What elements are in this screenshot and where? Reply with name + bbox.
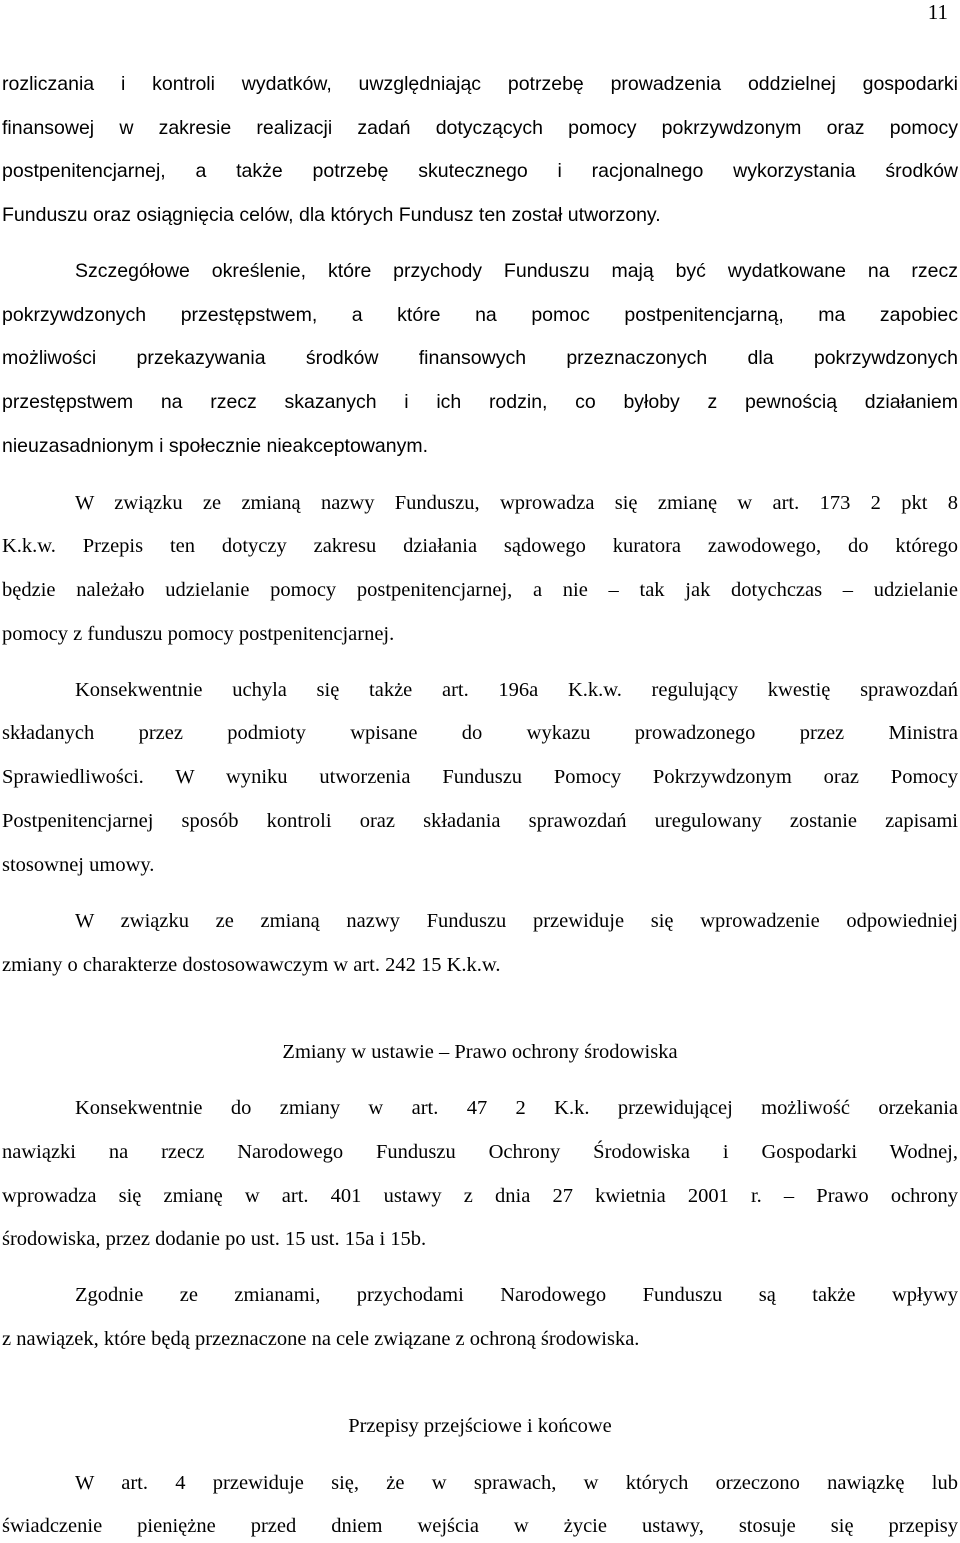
- paragraph-line: Konsekwentnie do zmiany w art. 47 2 K.k. przewidującej możliwość orzekania: [75, 1097, 958, 1119]
- paragraph-line: Szczegółowe określenie, które przychody Funduszu mają być wydatkowane na rzecz: [75, 260, 958, 282]
- paragraph-line: postpenitencjarnej, a także potrzebę skutecznego i racjonalnego wykorzystania środków: [2, 160, 958, 182]
- paragraph-line: W związku ze zmianą nazwy Funduszu przewiduje się wprowadzenie odpowiedniej: [75, 910, 958, 932]
- paragraph-line: nawiązki na rzecz Narodowego Funduszu Ochrony Środowiska i Gospodarki Wodnej,: [2, 1141, 958, 1163]
- paragraph-line: W art. 4 przewiduje się, że w sprawach, w których orzeczono nawiązkę lub: [75, 1472, 958, 1494]
- paragraph-line: nieuzasadnionym i społecznie nieakceptowanym.: [2, 435, 428, 457]
- paragraph-line: Funduszu oraz osiągnięcia celów, dla których Fundusz ten został utworzony.: [2, 204, 661, 226]
- paragraph-line: pomocy z funduszu pomocy postpenitencjarnej.: [2, 623, 395, 645]
- paragraph-line: możliwości przekazywania środków finansowych przeznaczonych dla pokrzywdzonych: [2, 347, 958, 369]
- paragraph-line: zmiany o charakterze dostosowawczym w art. 242 15 K.k.w.: [2, 954, 501, 976]
- paragraph-line: Zgodnie ze zmianami, przychodami Narodowego Funduszu są także wpływy: [75, 1284, 958, 1306]
- paragraph-line: z nawiązek, które będą przeznaczone na cele związane z ochroną środowiska.: [2, 1328, 640, 1350]
- paragraph-line: Postpenitencjarnej sposób kontroli oraz składania sprawozdań uregulowany zostanie zapisami: [2, 810, 958, 832]
- paragraph-line: środowiska, przez dodanie po ust. 15 ust. 15a i 15b.: [2, 1228, 427, 1250]
- paragraph-line: składanych przez podmioty wpisane do wykazu prowadzonego przez Ministra: [2, 722, 958, 744]
- paragraph-line: stosownej umowy.: [2, 854, 155, 876]
- paragraph-line: będzie należało udzielanie pomocy postpenitencjarnej, a nie – tak jak dotychczas – udzielanie: [2, 579, 958, 601]
- paragraph-line: przestępstwem na rzecz skazanych i ich rodzin, co byłoby z pewnością działaniem: [2, 391, 958, 413]
- section-heading: Zmiany w ustawie – Prawo ochrony środowiska: [282, 1041, 678, 1063]
- paragraph-line: rozliczania i kontroli wydatków, uwzględniając potrzebę prowadzenia oddzielnej gospodarki: [2, 73, 958, 95]
- paragraph-line: Sprawiedliwości. W wyniku utworzenia Funduszu Pomocy Pokrzywdzonym oraz Pomocy: [2, 766, 958, 788]
- paragraph-line: Konsekwentnie uchyla się także art. 196a K.k.w. regulujący kwestię sprawozdań: [75, 679, 958, 701]
- paragraph-line: finansowej w zakresie realizacji zadań dotyczących pomocy pokrzywdzonym oraz pomocy: [2, 117, 958, 139]
- paragraph-line: wprowadza się zmianę w art. 401 ustawy z dnia 27 kwietnia 2001 r. – Prawo ochrony: [2, 1185, 958, 1207]
- page-number: 11: [927, 0, 948, 24]
- paragraph-line: pokrzywdzonych przestępstwem, a które na pomoc postpenitencjarną, ma zapobiec: [2, 304, 958, 326]
- paragraph-line: W związku ze zmianą nazwy Funduszu, wprowadza się zmianę w art. 173 2 pkt 8: [75, 492, 958, 514]
- paragraph-line: K.k.w. Przepis ten dotyczy zakresu działania sądowego kuratora zawodowego, do którego: [2, 535, 958, 557]
- section-heading: Przepisy przejściowe i końcowe: [348, 1415, 612, 1437]
- paragraph-line: świadczenie pieniężne przed dniem wejścia w życie ustawy, stosuje się przepisy: [2, 1515, 958, 1537]
